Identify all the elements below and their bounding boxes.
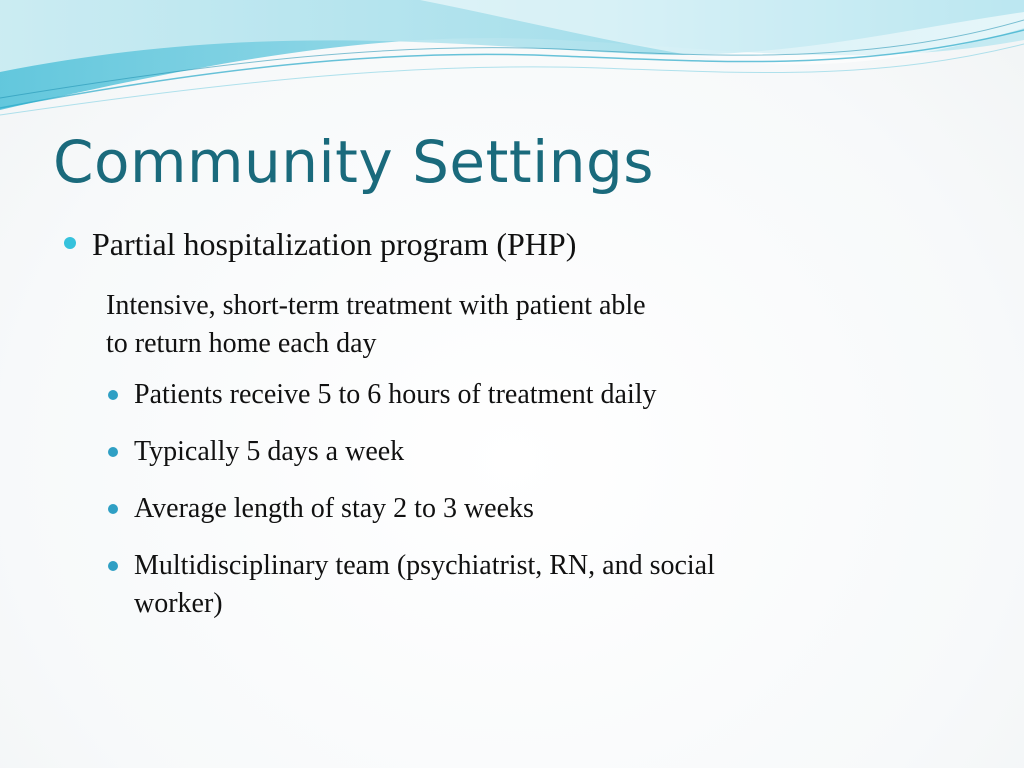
sub-bullet-text: Typically 5 days a week (134, 436, 405, 467)
sub-bullet-text-continued: worker) (134, 588, 223, 619)
bullet-dot-icon (64, 237, 76, 249)
sub-bullet-text: Multidisciplinary team (psychiatrist, RN, and social (134, 550, 715, 581)
sub-bullet-item (134, 433, 934, 471)
sub-bullet-dot-icon (108, 390, 118, 400)
sub-bullet-item (134, 376, 934, 414)
description-line-1: Intensive, short-term treatment with patient able (106, 290, 646, 321)
sub-bullet-item (134, 490, 934, 528)
sub-bullet-dot-icon (108, 447, 118, 457)
slide-title: Community Settings (53, 128, 655, 196)
sub-bullet-text: Patients receive 5 to 6 hours of treatment daily (134, 379, 657, 410)
description-line-2: to return home each day (106, 328, 377, 359)
sub-bullet-dot-icon (108, 561, 118, 571)
sub-bullet-text: Average length of stay 2 to 3 weeks (134, 493, 534, 524)
description-paragraph (106, 287, 866, 363)
sub-bullet-dot-icon (108, 504, 118, 514)
bullet-level1-text: Partial hospitalization program (PHP) (92, 226, 577, 262)
sub-bullet-item (134, 547, 934, 623)
